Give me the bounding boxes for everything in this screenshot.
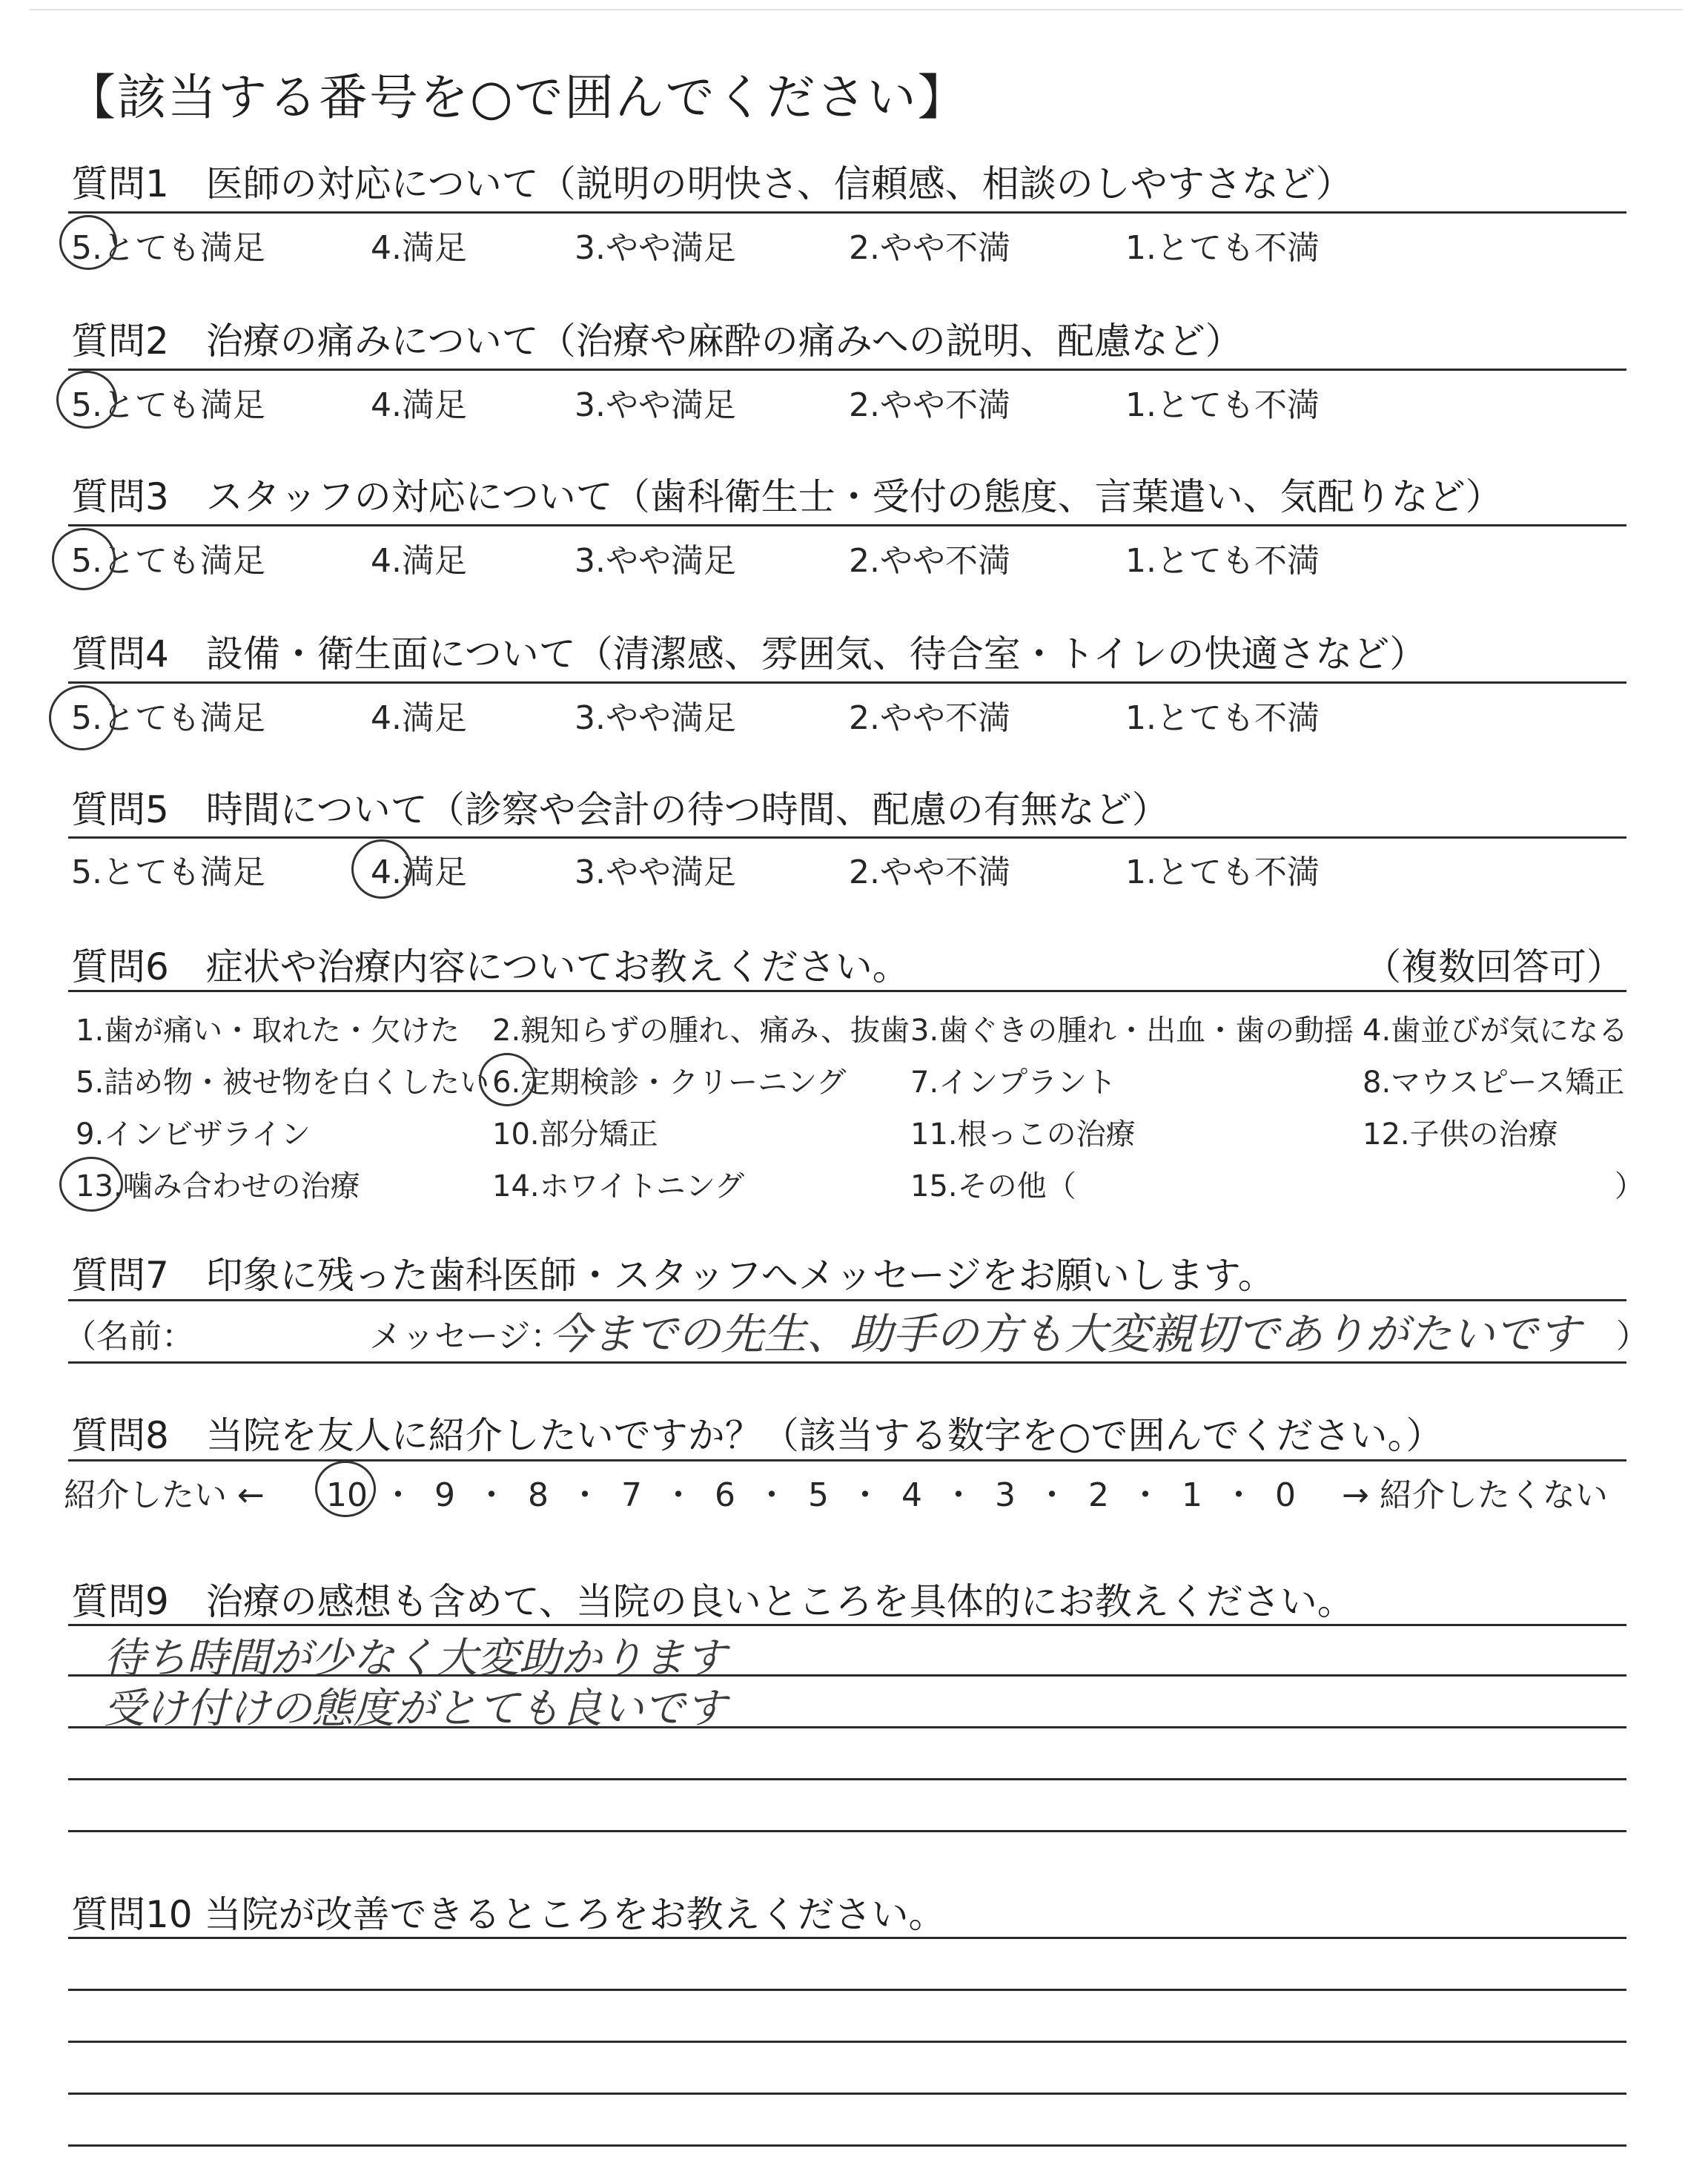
q10-line-2 [68,1989,1626,1991]
q6-option-5[interactable]: 5.詰め物・被せ物を白くしたい [76,1066,490,1100]
q8-number-1[interactable]: 1 [1182,1476,1202,1514]
question-8: 質問8 当院を友人に紹介したいですか？（該当する数字を○で囲んでください。） [71,1414,1443,1457]
q8-separator: ・ [755,1476,788,1514]
q6-option-15[interactable]: 15.その他（ [910,1169,1076,1203]
question-1-rule [68,211,1626,214]
question-4-rule [68,681,1626,684]
q2-option-3[interactable]: 3.やや満足 [575,386,736,424]
question-9: 質問9 治療の感想も含めて、当院の良いところを具体的にお教えください。 [71,1580,1354,1623]
q5-option-1[interactable]: 1.とても不満 [1125,853,1320,891]
q6-option-2[interactable]: 2.親知らずの腫れ、痛み、抜歯 [492,1014,910,1048]
question-2-rule [68,369,1626,371]
q8-number-6[interactable]: 6 [715,1476,735,1514]
q2-option-4[interactable]: 4.満足 [371,386,467,424]
q6-option-13[interactable]: 13.噛み合わせの治療 [76,1169,360,1203]
q3-option-4[interactable]: 4.満足 [371,542,467,580]
q8-separator: ・ [569,1476,601,1514]
q2-option-2[interactable]: 2.やや不満 [849,386,1010,424]
question-10: 質問10 当院が改善できるところをお教えください。 [71,1893,946,1936]
question-3: 質問3 スタッフの対応について（歯科衛生士・受付の態度、言葉遣い、気配りなど） [71,475,1503,518]
q8-number-3[interactable]: 3 [995,1476,1016,1514]
q6-option-6[interactable]: 6.定期検診・クリーニング [492,1066,847,1100]
q8-separator: ・ [475,1476,508,1514]
q4-option-3[interactable]: 3.やや満足 [575,699,736,737]
question-8-rule [68,1459,1626,1462]
q6-option-3[interactable]: 3.歯ぐきの腫れ・出血・歯の動揺 [910,1014,1354,1048]
q8-separator: ・ [1222,1476,1255,1514]
q7-close-paren: ） [1616,1318,1649,1355]
q1-option-4[interactable]: 4.満足 [371,229,467,267]
q3-option-5[interactable]: 5.とても満足 [71,542,265,580]
q6-option-1[interactable]: 1.歯が痛い・取れた・欠けた [76,1014,460,1048]
q6-answer-circle-6 [479,1053,535,1106]
q1-option-1[interactable]: 1.とても不満 [1125,229,1320,267]
q2-option-5[interactable]: 5.とても満足 [71,386,265,424]
q7-message-label: メッセージ： [369,1318,563,1355]
q9-answer-line-1: 待ち時間が少なく大変助かります [104,1634,726,1682]
q1-option-5[interactable]: 5.とても満足 [71,229,265,267]
q9-answer-line-2: 受け付けの態度がとても良いです [104,1685,726,1733]
q8-right-label: → 紹介したくない [1342,1476,1608,1514]
q6-option-11[interactable]: 11.根っこの治療 [910,1117,1136,1152]
q8-separator: ・ [849,1476,881,1514]
q5-option-2[interactable]: 2.やや不満 [849,853,1010,891]
q8-number-0[interactable]: 0 [1275,1476,1296,1514]
q8-number-10[interactable]: 10 [326,1476,368,1514]
question-2: 質問2 治療の痛みについて（治療や麻酔の痛みへの説明、配慮など） [71,320,1242,363]
q6-option-7[interactable]: 7.インプラント [910,1066,1117,1100]
q1-option-3[interactable]: 3.やや満足 [575,229,736,267]
q8-scale [326,1468,1302,1516]
q1-option-2[interactable]: 2.やや不満 [849,229,1010,267]
q8-number-9[interactable]: 9 [434,1476,455,1514]
q1-answer-circle [59,215,117,270]
q8-answer-circle [315,1461,376,1517]
q5-option-3[interactable]: 3.やや満足 [575,853,736,891]
question-1: 質問1 医師の対応について（説明の明快さ、信頼感、相談のしやすさなど） [71,162,1353,205]
q8-separator: ・ [1036,1476,1068,1514]
q6-option-8[interactable]: 8.マウスピース矯正 [1363,1066,1625,1100]
q4-option-5[interactable]: 5.とても満足 [71,699,265,737]
question-7-bottom-rule [68,1361,1626,1364]
top-border [30,9,1683,10]
q8-separator: ・ [942,1476,975,1514]
question-6-note: （複数回答可） [1364,945,1623,988]
q2-answer-circle [56,371,117,429]
q6-option-10[interactable]: 10.部分矯正 [492,1117,658,1152]
q3-option-3[interactable]: 3.やや満足 [575,542,736,580]
q5-option-5[interactable]: 5.とても満足 [71,853,265,891]
q2-option-1[interactable]: 1.とても不満 [1125,386,1320,424]
q6-option-12[interactable]: 12.子供の治療 [1363,1117,1558,1152]
q7-name-label: （名前： [64,1318,194,1355]
q10-line-3 [68,2041,1626,2043]
question-5: 質問5 時間について（診察や会計の待つ時間、配慮の有無など） [71,788,1169,831]
question-4: 質問4 設備・衛生面について（清潔感、雰囲気、待合室・トイレの快適さなど） [71,633,1427,676]
q8-separator: ・ [1129,1476,1162,1514]
q3-option-1[interactable]: 1.とても不満 [1125,542,1320,580]
q4-option-2[interactable]: 2.やや不満 [849,699,1010,737]
q8-number-2[interactable]: 2 [1088,1476,1109,1514]
q8-number-7[interactable]: 7 [621,1476,642,1514]
q6-option-4[interactable]: 4.歯並びが気になる [1363,1014,1629,1048]
q8-number-8[interactable]: 8 [528,1476,549,1514]
q10-line-1 [68,1937,1626,1939]
q5-option-4[interactable]: 4.満足 [371,853,467,891]
q10-line-4 [68,2093,1626,2095]
q6-option-9[interactable]: 9.インビザライン [76,1117,311,1152]
q8-separator: ・ [662,1476,695,1514]
q6-option-14[interactable]: 14.ホワイトニング [492,1169,745,1203]
q3-answer-circle [52,528,116,590]
question-3-rule [68,524,1626,526]
q6-option-15-close: ） [1615,1169,1644,1203]
q9-line-4 [68,1778,1626,1780]
page-title: 【該当する番号を○で囲んでください】 [67,69,968,126]
question-5-rule [68,836,1626,839]
q3-option-2[interactable]: 2.やや不満 [849,542,1010,580]
question-6-rule [68,990,1626,992]
q4-option-4[interactable]: 4.満足 [371,699,467,737]
q5-answer-circle [351,839,412,899]
q4-answer-circle [49,685,116,750]
q4-option-1[interactable]: 1.とても不満 [1125,699,1320,737]
q8-separator: ・ [382,1476,414,1514]
q10-line-5 [68,2144,1626,2147]
q9-line-5 [68,1830,1626,1832]
question-7: 質問7 印象に残った歯科医師・スタッフへメッセージをお願いします。 [71,1254,1275,1297]
q8-number-5[interactable]: 5 [808,1476,829,1514]
question-6: 質問6 症状や治療内容についてお教えください。 [71,945,910,988]
q8-left-label: 紹介したい ← [64,1476,265,1514]
q6-answer-circle-13 [59,1157,123,1212]
q7-message-handwritten: 今までの先生、助手の方も大変親切でありがたいです [549,1309,1581,1359]
q8-number-4[interactable]: 4 [901,1476,922,1514]
